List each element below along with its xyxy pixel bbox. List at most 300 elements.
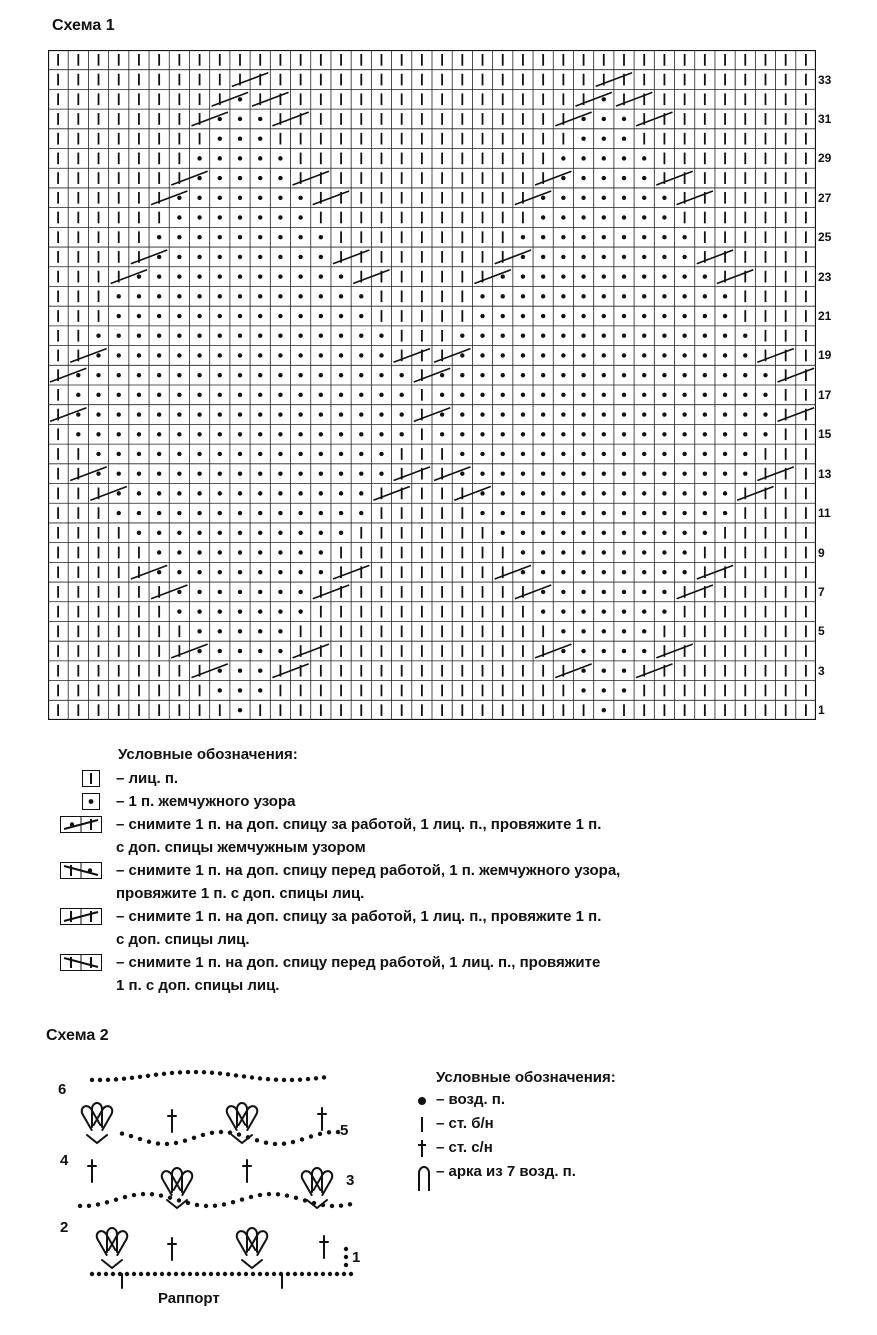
pearl-stitch-mark xyxy=(622,314,626,318)
pearl-stitch-mark xyxy=(238,215,242,219)
pearl-stitch-mark xyxy=(561,452,565,456)
legend2-item xyxy=(416,1136,716,1160)
pearl-stitch-mark xyxy=(258,334,262,338)
pearl-stitch-mark xyxy=(218,471,222,475)
legend2-text: – арка из 7 возд. п. xyxy=(436,1163,576,1180)
legend2-item xyxy=(416,1088,716,1112)
fan-base-mark xyxy=(87,1135,107,1143)
chain-dot-mark xyxy=(344,1247,348,1251)
legend1-text: – лиц. п. xyxy=(116,770,179,787)
pearl-stitch-mark xyxy=(197,373,201,377)
chain-dot-mark xyxy=(97,1272,101,1276)
row-label-6: 6 xyxy=(58,1081,67,1098)
chain-dot-mark xyxy=(150,1192,154,1196)
legend1-text: – снимите 1 п. на доп. спицу за работой, 1 лиц. п., провяжите 1 п. xyxy=(116,816,602,833)
legend1-text-cont: с доп. спицы лиц. xyxy=(116,931,250,948)
pearl-stitch-mark xyxy=(723,452,727,456)
pearl-stitch-mark xyxy=(197,432,201,436)
pearl-stitch-mark xyxy=(743,373,747,377)
pearl-stitch-mark xyxy=(298,432,302,436)
pearl-stitch-mark xyxy=(278,255,282,259)
pearl-stitch-mark xyxy=(76,373,80,377)
pearl-stitch-mark xyxy=(581,649,585,653)
pearl-stitch-mark xyxy=(238,590,242,594)
chart-row-numbers xyxy=(818,50,858,720)
pearl-stitch-mark xyxy=(258,590,262,594)
pearl-stitch-mark xyxy=(197,452,201,456)
pearl-stitch-mark xyxy=(359,452,363,456)
pearl-stitch-mark xyxy=(258,176,262,180)
pearl-stitch-mark xyxy=(238,570,242,574)
legend2-heading: Условные обозначения: xyxy=(436,1069,616,1086)
pearl-stitch-mark xyxy=(258,393,262,397)
chain-dot-mark xyxy=(181,1272,185,1276)
chain-dot-mark xyxy=(285,1193,289,1197)
pearl-stitch-mark xyxy=(602,196,606,200)
pearl-stitch-mark xyxy=(399,373,403,377)
pearl-stitch-mark xyxy=(278,531,282,535)
pearl-stitch-mark xyxy=(642,215,646,219)
pearl-stitch-mark xyxy=(137,452,141,456)
row-number: 29 xyxy=(818,151,832,166)
chain-dot-mark xyxy=(154,1073,158,1077)
pearl-stitch-mark xyxy=(521,235,525,239)
pearl-stitch-mark xyxy=(197,334,201,338)
pearl-stitch-mark xyxy=(682,511,686,515)
pearl-stitch-mark xyxy=(662,550,666,554)
pearl-stitch-mark xyxy=(399,412,403,416)
pearl-stitch-mark xyxy=(218,274,222,278)
pearl-stitch-mark xyxy=(177,314,181,318)
pearl-stitch-mark xyxy=(622,274,626,278)
pearl-stitch-mark xyxy=(480,334,484,338)
pearl-stitch-mark xyxy=(743,393,747,397)
pearl-stitch-mark xyxy=(541,274,545,278)
pearl-stitch-mark xyxy=(258,117,262,121)
right-cross-knit-icon xyxy=(60,954,102,978)
pearl-stitch-mark xyxy=(157,531,161,535)
pearl-stitch-mark xyxy=(622,255,626,259)
pearl-stitch-mark xyxy=(197,609,201,613)
pearl-stitch-mark xyxy=(521,491,525,495)
pearl-stitch-mark xyxy=(258,274,262,278)
pearl-stitch-mark xyxy=(258,688,262,692)
pearl-stitch-mark xyxy=(602,511,606,515)
pearl-stitch-mark xyxy=(561,215,565,219)
pearl-stitch-mark xyxy=(521,531,525,535)
pearl-stitch-mark xyxy=(743,471,747,475)
pearl-stitch-mark xyxy=(238,629,242,633)
pearl-stitch-mark xyxy=(581,432,585,436)
pearl-stitch-mark xyxy=(278,412,282,416)
chain-dot-mark xyxy=(210,1131,214,1135)
chain-dot-mark xyxy=(344,1263,348,1267)
pearl-stitch-mark xyxy=(379,412,383,416)
chain-dot-mark xyxy=(201,1133,205,1137)
pearl-stitch-mark xyxy=(278,452,282,456)
pearl-stitch-mark xyxy=(682,373,686,377)
pearl-stitch-mark xyxy=(622,334,626,338)
pearl-stitch-mark xyxy=(319,531,323,535)
pearl-stitch-mark xyxy=(238,393,242,397)
chain-dot-mark xyxy=(276,1192,280,1196)
pearl-stitch-mark xyxy=(319,432,323,436)
pearl-stitch-mark xyxy=(157,235,161,239)
pearl-stitch-mark xyxy=(177,235,181,239)
pearl-stitch-mark xyxy=(298,609,302,613)
pearl-stitch-mark xyxy=(622,590,626,594)
legend1-item xyxy=(60,767,820,790)
pearl-stitch-mark xyxy=(258,412,262,416)
fan-base-mark xyxy=(102,1260,122,1268)
pearl-stitch-mark xyxy=(622,570,626,574)
pearl-stitch-mark xyxy=(339,412,343,416)
pearl-stitch-mark xyxy=(541,471,545,475)
chain-dot-mark xyxy=(174,1141,178,1145)
pearl-stitch-mark xyxy=(278,590,282,594)
pearl-stitch-mark xyxy=(278,432,282,436)
pearl-stitch-mark xyxy=(218,629,222,633)
chain-dot-mark xyxy=(291,1140,295,1144)
chain-dot-mark xyxy=(156,1141,160,1145)
pearl-stitch-mark xyxy=(561,531,565,535)
legend1-heading: Условные обозначения: xyxy=(118,746,298,763)
pearl-stitch-mark xyxy=(602,255,606,259)
pearl-stitch-mark xyxy=(339,314,343,318)
pearl-stitch-mark xyxy=(581,353,585,357)
pearl-stitch-mark xyxy=(662,314,666,318)
pearl-stitch-mark xyxy=(642,393,646,397)
pearl-stitch-mark xyxy=(177,432,181,436)
pearl-stitch-mark xyxy=(521,294,525,298)
pearl-stitch-mark xyxy=(581,412,585,416)
pearl-stitch-mark xyxy=(460,373,464,377)
pearl-stitch-mark xyxy=(480,314,484,318)
legend1-item xyxy=(60,813,820,859)
chain-dot-mark xyxy=(160,1272,164,1276)
pearl-stitch-mark xyxy=(298,570,302,574)
pearl-stitch-mark xyxy=(581,629,585,633)
pearl-stitch-mark xyxy=(258,235,262,239)
legend2-item xyxy=(416,1160,716,1184)
pearl-stitch-mark xyxy=(339,432,343,436)
pearl-stitch-mark xyxy=(703,511,707,515)
pearl-stitch-mark xyxy=(96,432,100,436)
chain-dot-mark xyxy=(204,1204,208,1208)
pearl-stitch-mark xyxy=(662,196,666,200)
pearl-stitch-mark xyxy=(581,274,585,278)
chain-dot-mark xyxy=(339,1204,343,1208)
pearl-stitch-mark xyxy=(460,334,464,338)
pearl-stitch-mark xyxy=(622,452,626,456)
pearl-stitch-mark xyxy=(460,471,464,475)
pearl-stitch-mark xyxy=(298,235,302,239)
pearl-stitch-mark xyxy=(278,235,282,239)
pearl-stitch-mark xyxy=(379,373,383,377)
pearl-stitch-mark xyxy=(581,491,585,495)
pearl-stitch-mark xyxy=(218,334,222,338)
pearl-stitch-mark xyxy=(501,452,505,456)
chain-dot-mark xyxy=(267,1192,271,1196)
pearl-stitch-mark xyxy=(96,471,100,475)
chain-dot-mark xyxy=(192,1136,196,1140)
pearl-stitch-mark xyxy=(541,373,545,377)
row-number: 19 xyxy=(818,348,832,363)
pearl-stitch-mark xyxy=(359,314,363,318)
pearl-stitch-mark xyxy=(238,412,242,416)
pearl-stitch-mark xyxy=(501,393,505,397)
chain-dot-mark xyxy=(258,1272,262,1276)
pearl-stitch-mark xyxy=(541,609,545,613)
pearl-stitch-mark xyxy=(521,353,525,357)
chain-dot-mark xyxy=(153,1272,157,1276)
pearl-stitch-mark xyxy=(117,353,121,357)
pearl-stitch-mark xyxy=(703,294,707,298)
pearl-stitch-mark xyxy=(703,491,707,495)
pearl-stitch-mark xyxy=(561,570,565,574)
pearl-stitch-mark xyxy=(662,511,666,515)
pearl-stitch-mark xyxy=(602,452,606,456)
row-number: 27 xyxy=(818,190,832,205)
pearl-stitch-mark xyxy=(703,334,707,338)
pearl-stitch-mark xyxy=(218,570,222,574)
pearl-stitch-mark xyxy=(319,334,323,338)
chain-dot-mark xyxy=(249,1195,253,1199)
chain-dot-mark xyxy=(335,1272,339,1276)
chain-dot-mark xyxy=(106,1078,110,1082)
pearl-stitch-mark xyxy=(602,708,606,712)
pearl-stitch-mark xyxy=(642,294,646,298)
pearl-stitch-mark xyxy=(298,590,302,594)
pearl-stitch-mark xyxy=(561,334,565,338)
chain-dot-mark xyxy=(309,1134,313,1138)
pearl-stitch-mark xyxy=(682,334,686,338)
chain-dot-mark xyxy=(307,1272,311,1276)
pearl-stitch-mark xyxy=(298,215,302,219)
pearl-stitch-mark xyxy=(561,629,565,633)
pearl-stitch-mark xyxy=(197,570,201,574)
pearl-stitch-mark xyxy=(298,511,302,515)
pearl-stitch-mark xyxy=(622,531,626,535)
pearl-stitch-mark xyxy=(602,334,606,338)
pearl-stitch-mark xyxy=(379,334,383,338)
pearl-stitch-mark xyxy=(258,570,262,574)
chain-dot-mark xyxy=(178,1070,182,1074)
pearl-stitch-mark xyxy=(339,334,343,338)
pearl-stitch-mark xyxy=(359,373,363,377)
pearl-stitch-mark xyxy=(238,117,242,121)
pearl-stitch-mark xyxy=(359,353,363,357)
chain-dot-mark xyxy=(146,1074,150,1078)
pearl-stitch-mark xyxy=(238,373,242,377)
pearl-stitch-mark xyxy=(157,274,161,278)
chain-dot-mark xyxy=(258,1193,262,1197)
chain-dot-mark xyxy=(98,1078,102,1082)
pearl-stitch-mark xyxy=(723,314,727,318)
pearl-stitch-mark xyxy=(602,393,606,397)
pearl-stitch-mark xyxy=(218,590,222,594)
pearl-stitch-mark xyxy=(96,334,100,338)
legend1-text: – снимите 1 п. на доп. спицу за работой, 1 лиц. п., провяжите 1 п. xyxy=(116,908,602,925)
pearl-stitch-mark xyxy=(622,550,626,554)
pearl-stitch-mark xyxy=(298,393,302,397)
pearl-stitch-mark xyxy=(521,471,525,475)
pearl-stitch-mark xyxy=(278,491,282,495)
chain-dot-mark xyxy=(231,1200,235,1204)
pearl-stitch-mark xyxy=(682,452,686,456)
pearl-stitch-mark xyxy=(238,314,242,318)
pearl-stitch-mark xyxy=(177,531,181,535)
pearl-stitch-mark xyxy=(602,373,606,377)
pearl-stitch-mark xyxy=(177,412,181,416)
pearl-stitch-mark xyxy=(561,590,565,594)
chain-dot-mark xyxy=(120,1131,124,1135)
pearl-stitch-mark xyxy=(258,629,262,633)
pearl-stitch-mark xyxy=(622,215,626,219)
pearl-stitch-mark xyxy=(521,274,525,278)
chain-dot-mark xyxy=(147,1140,151,1144)
pearl-stitch-mark xyxy=(602,432,606,436)
pearl-stitch-mark xyxy=(238,196,242,200)
pearl-stitch-mark xyxy=(602,550,606,554)
pearl-stitch-mark xyxy=(602,590,606,594)
pearl-stitch-mark xyxy=(177,353,181,357)
pearl-stitch-mark xyxy=(763,432,767,436)
pearl-stitch-mark xyxy=(602,117,606,121)
pearl-stitch-mark xyxy=(561,471,565,475)
pearl-stitch-mark xyxy=(521,452,525,456)
pearl-stitch-mark xyxy=(197,590,201,594)
pearl-stitch-mark xyxy=(96,373,100,377)
pearl-stitch-mark xyxy=(480,412,484,416)
pearl-stitch-mark xyxy=(581,570,585,574)
pearl-stitch-mark xyxy=(460,432,464,436)
pearl-stitch-mark xyxy=(137,531,141,535)
pearl-stitch-mark xyxy=(96,353,100,357)
pearl-stitch-mark xyxy=(238,136,242,140)
chain-dot-mark xyxy=(264,1140,268,1144)
pearl-stitch-mark xyxy=(177,511,181,515)
pearl-stitch-mark xyxy=(298,491,302,495)
pearl-stitch-mark xyxy=(319,353,323,357)
row-number: 25 xyxy=(818,230,832,245)
pearl-stitch-mark xyxy=(703,412,707,416)
pearl-stitch-mark xyxy=(581,314,585,318)
pearl-stitch-mark xyxy=(298,471,302,475)
crochet-chart xyxy=(52,1060,382,1290)
pearl-stitch-mark xyxy=(218,393,222,397)
pearl-stitch-mark xyxy=(319,255,323,259)
pearl-stitch-mark xyxy=(541,314,545,318)
chain-dot-mark xyxy=(250,1075,254,1079)
pearl-stitch-mark xyxy=(723,412,727,416)
legend-scheme1 xyxy=(60,746,820,997)
chain-dot-mark xyxy=(213,1204,217,1208)
pearl-stitch-mark xyxy=(703,393,707,397)
pearl-stitch-mark xyxy=(662,393,666,397)
pearl-stitch-mark xyxy=(258,136,262,140)
pearl-stitch-mark xyxy=(662,590,666,594)
chain-dot-mark xyxy=(123,1195,127,1199)
pearl-stitch-mark xyxy=(743,334,747,338)
pearl-stitch-mark xyxy=(197,176,201,180)
pearl-stitch-mark xyxy=(561,255,565,259)
pearl-stitch-mark xyxy=(258,471,262,475)
pearl-stitch-mark xyxy=(319,471,323,475)
pearl-stitch-mark xyxy=(581,215,585,219)
pearl-stitch-mark xyxy=(581,452,585,456)
pearl-stitch-mark xyxy=(298,274,302,278)
pearl-stitch-mark xyxy=(218,491,222,495)
pearl-stitch-mark xyxy=(682,432,686,436)
pearl-stitch-mark xyxy=(278,176,282,180)
pearl-stitch-mark xyxy=(359,511,363,515)
pearl-stitch-mark xyxy=(117,511,121,515)
chain-dot-mark xyxy=(188,1272,192,1276)
pearl-stitch-mark xyxy=(137,393,141,397)
pearl-stitch-mark xyxy=(723,353,727,357)
pearl-stitch-mark xyxy=(622,136,626,140)
pearl-stitch-mark xyxy=(723,393,727,397)
pearl-stitch-mark xyxy=(662,412,666,416)
chain-dot-mark xyxy=(314,1076,318,1080)
chain-dot-mark xyxy=(138,1137,142,1141)
pearl-stitch-mark xyxy=(379,432,383,436)
chain-dot-mark xyxy=(90,1078,94,1082)
pearl-stitch-mark xyxy=(238,97,242,101)
pearl-stitch-mark xyxy=(521,393,525,397)
pearl-stitch-mark xyxy=(278,609,282,613)
pearl-stitch-mark xyxy=(581,550,585,554)
pearl-stitch-mark xyxy=(137,353,141,357)
pearl-stitch-mark xyxy=(541,491,545,495)
pearl-stitch-mark xyxy=(602,294,606,298)
pearl-stitch-mark xyxy=(177,274,181,278)
chain-dot-mark xyxy=(222,1202,226,1206)
chain-dot-mark xyxy=(159,1193,163,1197)
right-cross-pearl-icon xyxy=(60,862,102,886)
legend2-text: – ст. б/н xyxy=(436,1115,494,1132)
pearl-stitch-mark xyxy=(723,294,727,298)
pearl-stitch-mark xyxy=(258,353,262,357)
pearl-stitch-mark xyxy=(561,609,565,613)
pearl-stitch-mark xyxy=(197,629,201,633)
pearl-stitch-mark xyxy=(197,471,201,475)
pearl-stitch-mark xyxy=(460,452,464,456)
pearl-stitch-mark xyxy=(238,294,242,298)
pearl-stitch-mark xyxy=(238,255,242,259)
pearl-stitch-mark xyxy=(157,570,161,574)
pearl-stitch-mark xyxy=(642,629,646,633)
pearl-stitch-mark xyxy=(561,491,565,495)
pearl-stitch-mark xyxy=(622,609,626,613)
row-number: 11 xyxy=(818,506,831,521)
pearl-stitch-mark xyxy=(642,590,646,594)
pearl-stitch-mark xyxy=(480,294,484,298)
pearl-stitch-mark xyxy=(460,393,464,397)
pearl-stitch-mark xyxy=(278,314,282,318)
pearl-stitch-mark xyxy=(682,531,686,535)
pearl-stitch-mark xyxy=(298,412,302,416)
pearl-stitch-mark xyxy=(581,117,585,121)
pearl-stitch-mark xyxy=(238,432,242,436)
chain-dot-mark xyxy=(139,1272,143,1276)
chain-dot-mark xyxy=(105,1200,109,1204)
pearl-stitch-mark xyxy=(238,176,242,180)
pearl-stitch-mark xyxy=(682,491,686,495)
pearl-stitch-mark xyxy=(602,314,606,318)
row-number: 17 xyxy=(818,387,832,402)
